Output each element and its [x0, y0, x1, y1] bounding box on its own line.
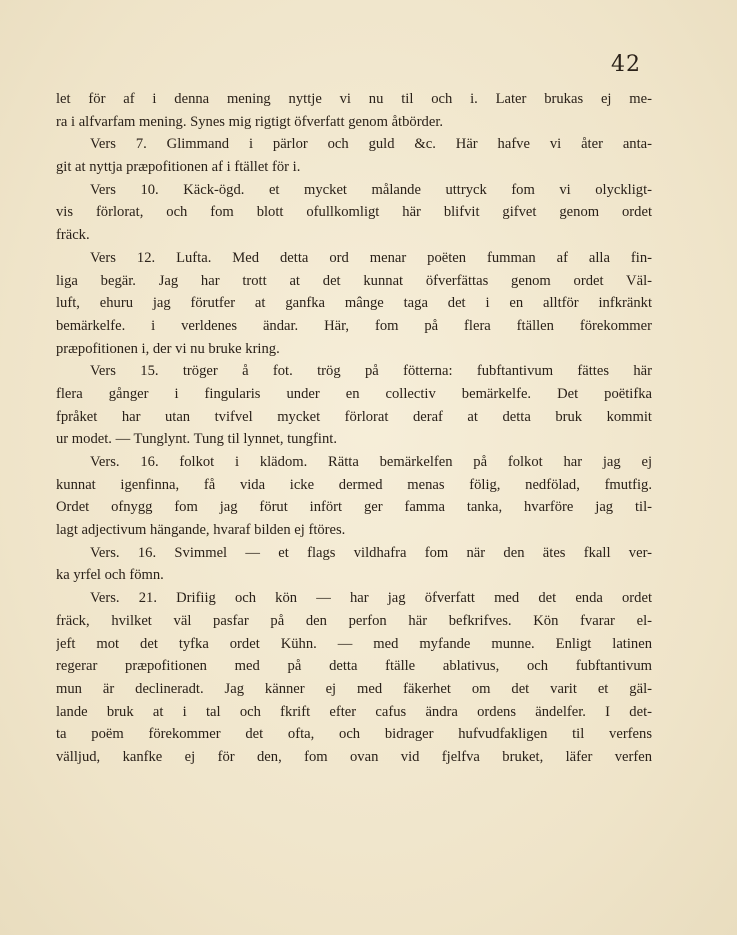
text-line: Vers 7. Glimmand i pärlor och guld &c. Här hafve vi åter anta- — [90, 136, 652, 153]
text-line: Vers. 21. Drifiig och kön — har jag öfverfatt med det enda ordet — [90, 590, 652, 607]
text-line: kunnat igenfinna, få vida icke dermed menas fölig, nedfölad, fmutfig. — [56, 476, 652, 493]
text-line: regerar præpofitionen med på detta ftälle ablativus, och fubftantivum — [56, 658, 652, 675]
text-line: vis förlorat, och fom blott ofullkomligt här blifvit gifvet genom ordet — [56, 204, 652, 221]
text-line: jeft mot det tyfka ordet Kühn. — med myfande munne. Enligt latinen — [56, 635, 652, 652]
text-line: bemärkelfe. i verldenes ändar. Här, fom på flera ftällen förekommer — [56, 317, 652, 334]
text-line: ra i alfvarfam mening. Synes mig rigtigt öfverfatt genom åtbörder. — [56, 113, 444, 130]
page-number: 42 — [611, 52, 641, 77]
text-line: ka yrfel och fömn. — [56, 567, 164, 584]
text-line: fräck, hvilket väl pasfar på den perfon här befkrifves. Kön fvarar el- — [56, 612, 652, 629]
text-line: flera gånger i fingularis under en collectiv bemärkelfe. Det poëtifka — [56, 385, 652, 402]
text-line: Vers 15. tröger å fot. trög på fötterna: fubftantivum fättes här — [90, 363, 652, 380]
text-line: ta poëm förekommer det ofta, och bidrager hufvudfakligen til verfens — [56, 726, 652, 743]
text-line: mun är declineradt. Jag känner ej med fäkerhet om det varit et gäl- — [56, 680, 652, 697]
text-line: Vers. 16. folkot i klädom. Rätta bemärkelfen på folkot har jag ej — [90, 454, 652, 470]
text-line: ur modet. — Tunglynt. Tung til lynnet, tungfint. — [56, 431, 337, 448]
text-line: välljud, kanfke ej för den, fom ovan vid fjelfva bruket, läfer verfen — [56, 748, 652, 765]
text-line: git at nyttja præpofitionen af i ftället för i. — [56, 159, 301, 176]
text-line: Vers 10. Käck-ögd. et mycket målande uttryck fom vi olyckligt- — [90, 181, 652, 198]
text-line: let för af i denna mening nyttje vi nu til och i. Later brukas ej me- — [56, 91, 652, 107]
text-line: lagt adjectivum hängande, hvaraf bilden ej ftöres. — [56, 522, 346, 539]
text-line: fpråket har utan tvifvel mycket förlorat deraf at detta bruk kommit — [56, 408, 652, 425]
text-line: Vers 12. Lufta. Med detta ord menar poëten fumman af alla fin- — [90, 249, 652, 266]
text-line: Vers. 16. Svimmel — et flags vildhafra fom när den ätes fkall ver- — [90, 544, 652, 561]
text-line: lande bruk at i tal och fkrift efter cafus ändra ordens ändelfer. I det- — [56, 703, 652, 720]
text-line: luft, ehuru jag förutfer at ganfka mânge taga det i en alltför infkränkt — [56, 295, 652, 312]
text-line: præpofitionen i, der vi nu bruke kring. — [56, 340, 280, 357]
text-line: Ordet ofnygg fom jag förut infört ger famma tanka, hvarföre jag til- — [56, 499, 652, 516]
text-line: fräck. — [56, 227, 90, 244]
body-text — [56, 88, 652, 769]
text-line: liga begär. Jag har trott at det kunnat öfverfättas genom ordet Väl- — [56, 272, 652, 289]
